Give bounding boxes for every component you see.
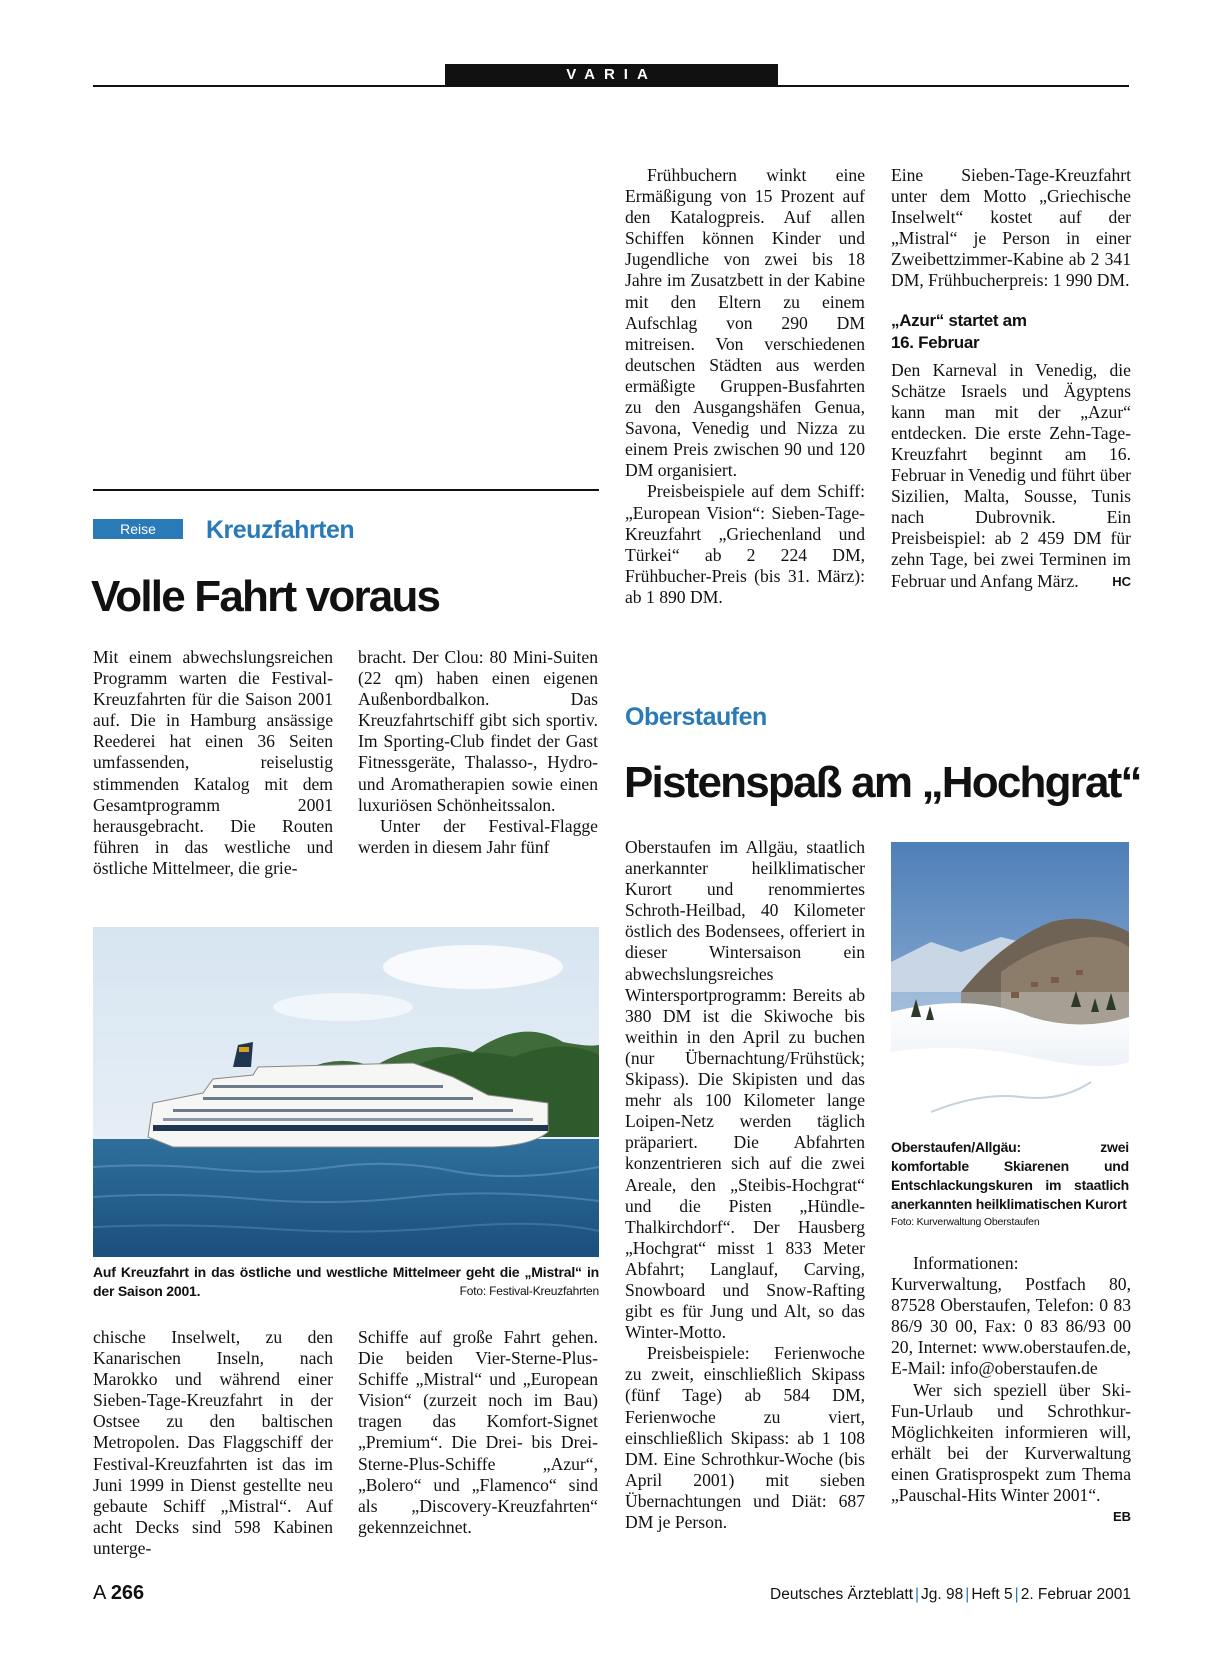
page-number-value: 266 (110, 1582, 145, 1604)
cruise-ship-illustration (93, 927, 599, 1257)
paragraph (891, 360, 1131, 592)
paragraph: bracht. Der Clou: 80 Mini-Suiten (22 qm) haben einen eigenen Außenbordbalkon. Das Kreuzfahrtschiff gibt sich sportiv. Im Sporting-Club findet der Gast Fitnessgeräte, Thalasso-, Hydro- und Aromatherapien sowie einen luxuriösen Schönheitssalon. (358, 647, 598, 815)
article1-col3 (625, 165, 865, 608)
article2-kicker: Oberstaufen (625, 703, 767, 731)
paragraph-text: Den Karneval in Venedig, die Schätze Israels und Ägyptens kann man mit der „Azur“ entdecken. Die erste Zehn-Tage-Kreuzfahrt beginnt am 16. Februar in Venedig und führt über Sizilien, Malta, Sousse, Tunis nach Dubrovnik. Ein Preisbeispiel: ab 2 459 DM für zehn Tage, bei zwei Terminen im Februar und Anfang März. (891, 359, 1131, 591)
page-prefix: A (93, 1582, 106, 1604)
oberstaufen-photo-caption (891, 1138, 1129, 1230)
article1-col4 (891, 165, 1131, 592)
article2-col4 (891, 1253, 1131, 1527)
paragraph: Oberstaufen im Allgäu, staatlich anerkannter heilklimatischer Kurort und renommiertes Schroth-Heilbad, 40 Kilometer östlich des Bodensees, offeriert in dieser Wintersaison ein abwechslungsreiches Wintersportprogramm: Bereits ab 380 DM ist die Skiwoche bis weithin in den April zu buchen (nur Übernachtung/Frühstück; Skipass). Die Skipisten und das mehr als 100 Kilometer lange Loipen-Netz werden täglich präpariert. Die Abfahrten konzentrieren sich auf die zwei Areale, den „Steibis-Hochgrat“ und die Pisten „Hündle-Thalkirchdorf“. Der Hausberg „Hochgrat“ misst 1 833 Meter Abfahrt; Langlauf, Carving, Snowboard und Snow-Rafting gibt es für Jung und Alt, so das Winter-Motto. (625, 837, 865, 1343)
oberstaufen-photo (891, 842, 1129, 1127)
cruise-ship-photo (93, 927, 599, 1257)
paragraph: Schiffe auf große Fahrt gehen. Die beiden Vier-Sterne-Plus-Schiffe „Mistral“ und „European Vision“ (zurzeit noch im Bau) tragen das Komfort-Signet „Premium“. Die Drei- bis Drei-Sterne-Plus-Schiffe „Azur“, „Bolero“ und „Flamenco“ sind als „Discovery-Kreuzfahrten“ gekennzeichnet. (358, 1327, 598, 1537)
author-initials: EB (1112, 1509, 1131, 1525)
ship-photo-caption (93, 1263, 599, 1301)
photo-credit: Foto: Kurverwaltung Oberstaufen (891, 1216, 1040, 1228)
paragraph: Unter der Festival-Flagge werden in diesem Jahr fünf (358, 815, 598, 857)
paragraph: Informationen: Kurverwaltung, Postfach 80, 87528 Oberstaufen, Telefon: 0 83 86/9 30 00, Fax: 0 83 86/93 00 20, Internet: www.oberstaufen.de, E-Mail: info@oberstaufen.de (891, 1253, 1131, 1379)
issue-date: 2. Februar 2001 (1020, 1586, 1131, 1603)
journal-footer (770, 1586, 1131, 1604)
article1-col2-top (358, 647, 598, 858)
paragraph: Preisbeispiele: Ferienwoche zu zweit, einschließlich Skipass (fünf Tage) ab 584 DM, Ferienwoche zu viert, einschließlich Skipass: ab 1 108 DM. Eine Schrothkur-Woche (bis April 2001) mit sieben Übernachtungen und Diät: 687 DM je Person. (625, 1343, 865, 1532)
paragraph: Mit einem abwechslungsreichen Programm warten die Festival-Kreuzfahrten für die Saison 2001 auf. Die in Hamburg ansässige Reederei hat einen 36 Seiten umfassenden, reiselustig stimmenden Katalog mit dem Gesamtprogramm 2001 herausgebracht. Die Routen führen in das westliche und östliche Mittelmeer, die grie- (93, 647, 333, 878)
article1-kicker: Kreuzfahrten (206, 516, 355, 544)
article1-headline: Volle Fahrt voraus (91, 572, 440, 621)
section-label: VARIA (445, 64, 778, 86)
article1-subhead: „Azur“ startet am 16. Februar (891, 310, 1027, 352)
rubric-badge: Reise (93, 519, 183, 539)
article1-col2-bottom (358, 1327, 598, 1538)
paragraph: Frühbuchern winkt eine Ermäßigung von 15 Prozent auf den Katalogpreis. Auf allen Schiffen können Kinder und Jugendliche von zwei bis 18 Jahre im Zusatzbett in der Kabine mit den Eltern zu einem Aufschlag von 290 DM mitreisen. Von verschiedenen deutschen Städten aus werden ermäßigte Gruppen-Busfahrten zu den Ausgangshäfen Genua, Savona, Venedig und Nizza zu einem Preis zwischen 90 und 120 DM organisiert. (625, 165, 865, 481)
paragraph: chische Inselwelt, zu den Kanarischen Inseln, nach Marokko und während einer Sieben-Tage-Kreuzfahrt in der Ostsee zu den baltischen Metropolen. Das Flaggschiff der Festival-Kreuzfahrten ist das im Juni 1999 in Dienst gestellte neu gebaute Schiff „Mistral“. Auf acht Decks sind 598 Kabinen unterge- (93, 1327, 333, 1558)
caption-text: Oberstaufen/Allgäu: zwei komfortable Skiarenen und Entschlackungskuren im staatlich anerkannten heilklimatischen Kurort (891, 1139, 1129, 1212)
paragraph-text: Wer sich speziell über Ski-Fun-Urlaub und Schrothkur-Möglichkeiten informieren will, erhält bei der Kurverwaltung einen Gratisprospekt zum Thema „Pauschal-Hits Winter 2001“. (891, 1379, 1131, 1506)
separator: | (1014, 1586, 1019, 1603)
paragraph: Preisbeispiele auf dem Schiff: „European Vision“: Sieben-Tage-Kreuzfahrt „Griechenland und Türkei“ ab 2 224 DM, Frühbucher-Preis (bis 31. März): ab 1 890 DM. (625, 481, 865, 607)
journal-name: Deutsches Ärzteblatt (770, 1586, 914, 1603)
article1-col1-top (93, 647, 333, 879)
separator: | (965, 1586, 970, 1603)
winter-landscape-illustration (891, 842, 1129, 1127)
issue: Heft 5 (971, 1586, 1013, 1603)
photo-credit: Foto: Festival-Kreuzfahrten (459, 1284, 599, 1298)
article-divider (93, 489, 599, 491)
separator: | (915, 1586, 920, 1603)
page-number (93, 1582, 144, 1605)
article2-col3 (625, 837, 865, 1533)
volume: Jg. 98 (921, 1586, 964, 1603)
article1-col1-bottom (93, 1327, 333, 1559)
paragraph: Eine Sieben-Tage-Kreuzfahrt unter dem Motto „Griechische Inselwelt“ kostet auf der „Mistral“ je Person in einer Zweibettzimmer-Kabine ab 2 341 DM, Frühbucherpreis: 1 990 DM. (891, 165, 1131, 291)
article2-headline: Pistenspaß am „Hochgrat“ (624, 758, 1141, 807)
paragraph (891, 1379, 1131, 1525)
caption-text: Auf Kreuzfahrt in das östliche und westliche Mittelmeer geht die „Mistral“ in der Saison 2001. (93, 1264, 599, 1299)
author-initials: HC (1112, 573, 1131, 589)
